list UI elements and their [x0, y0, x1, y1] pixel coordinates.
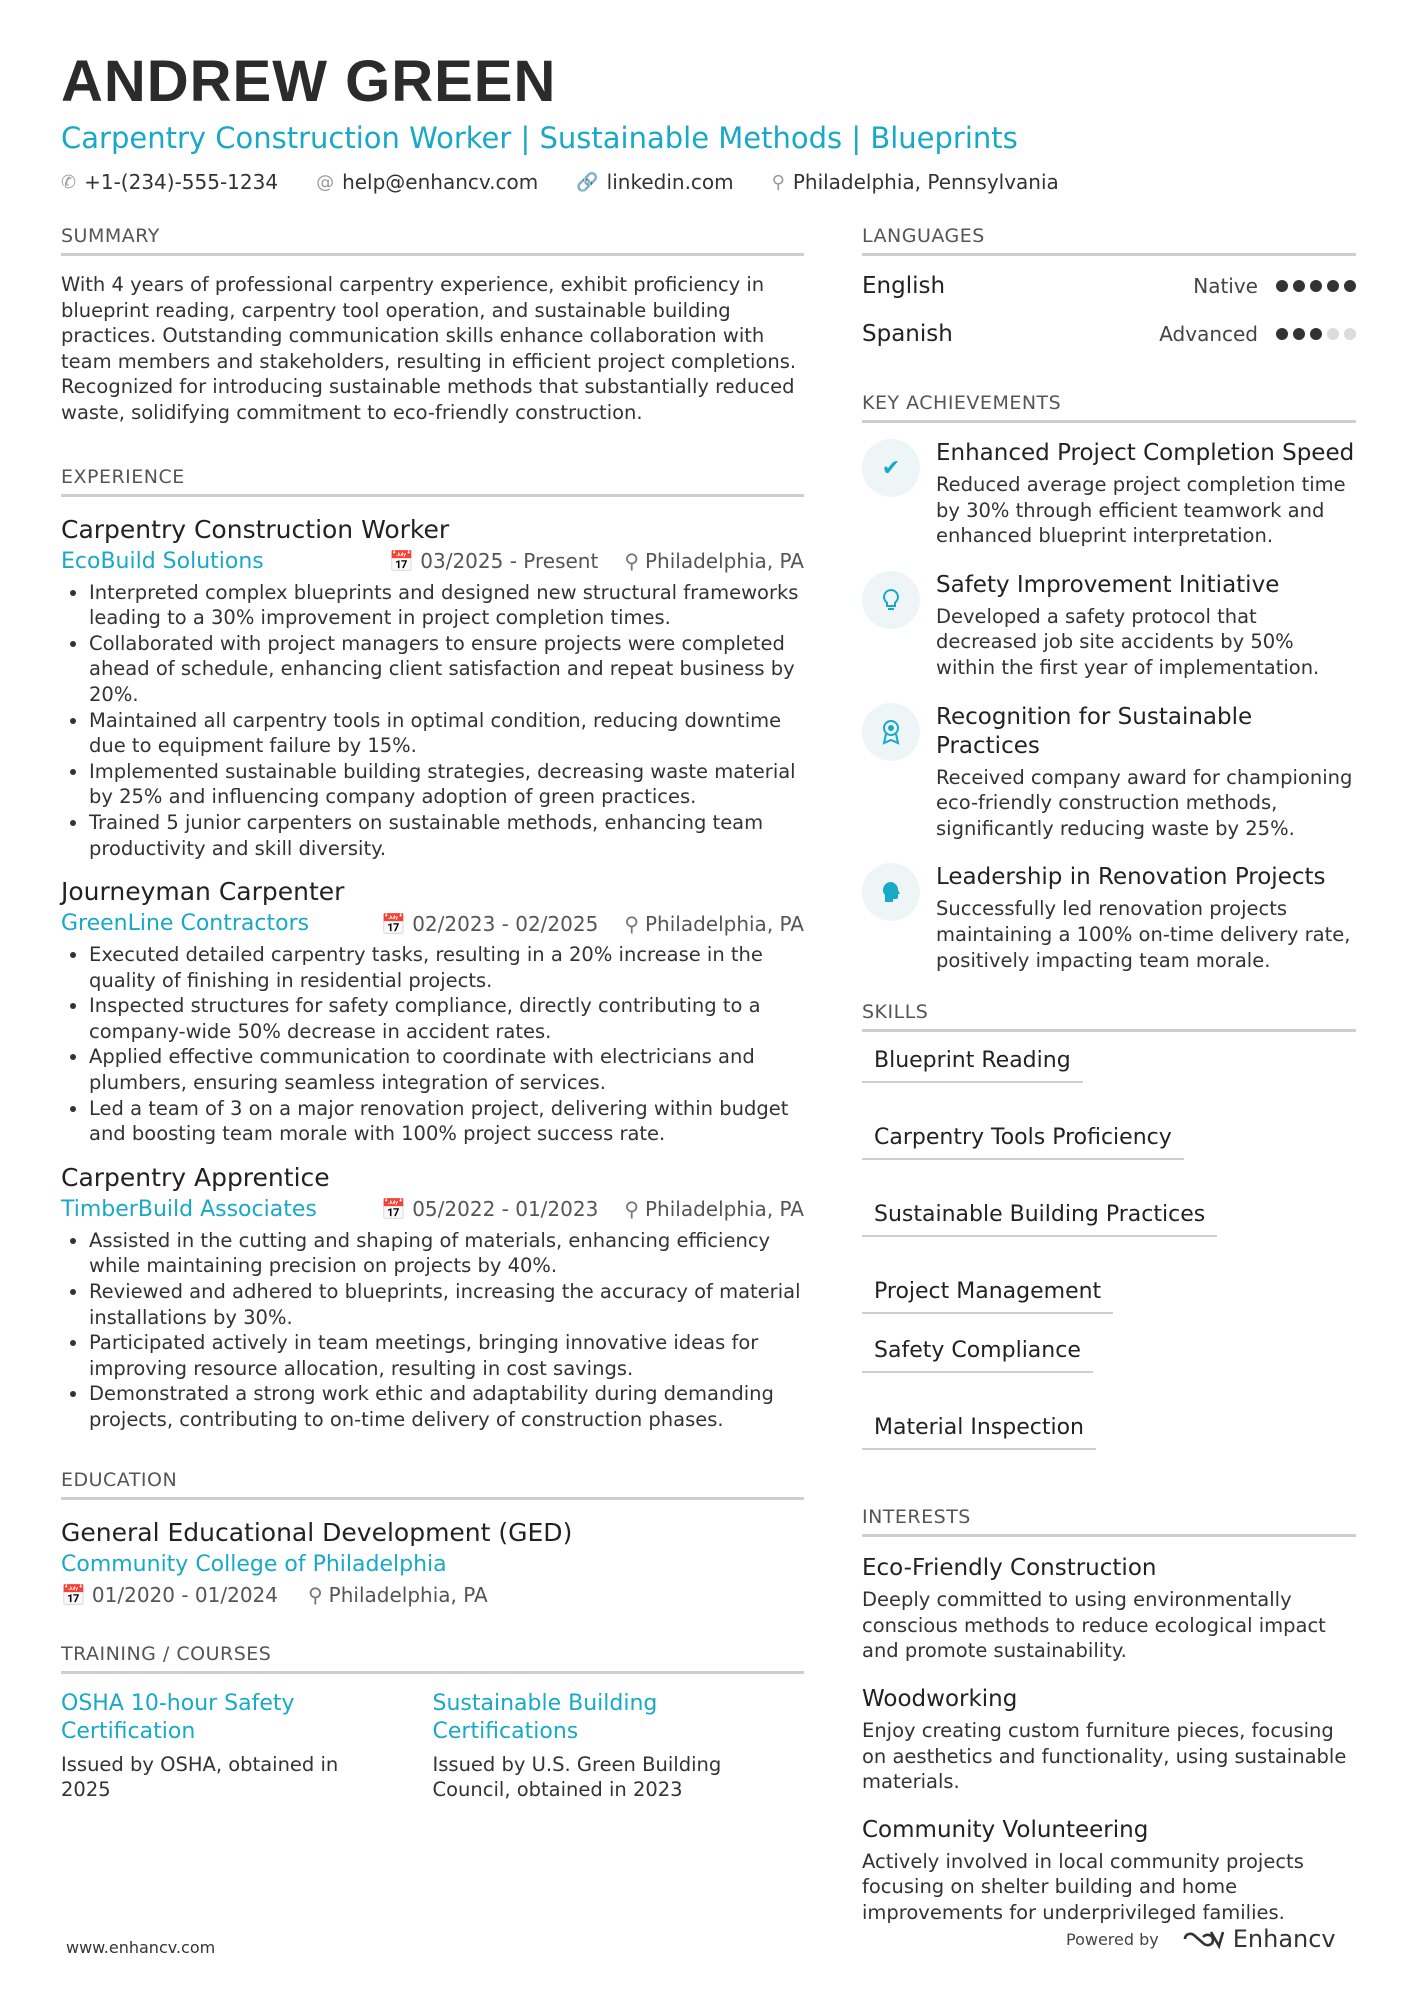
- language-rating: [1159, 322, 1356, 346]
- resume-header: [61, 50, 1351, 194]
- company-name: GreenLine Contractors: [61, 911, 310, 937]
- edu-dates-text: 01/2020 - 01/2024: [91, 1582, 279, 1607]
- interests-section: [862, 1506, 1356, 1925]
- bullet-item: • Collaborated with project managers to ensure projects were completed ahead of schedule, enhancing client satisfaction and repeat business by 20%.: [89, 631, 804, 708]
- location-text: Philadelphia, Pennsylvania: [792, 170, 1059, 194]
- achievement-body: [936, 863, 1356, 973]
- right-column: [862, 225, 1356, 1965]
- powered-by-label: Powered by: [1066, 1929, 1159, 1949]
- education-section: [61, 1469, 804, 1607]
- rating-dot-empty: [1327, 328, 1339, 340]
- rating-dot-filled: [1293, 280, 1305, 292]
- interest-title: Community Volunteering: [862, 1816, 1149, 1843]
- checkmark-icon: ✔: [862, 439, 920, 497]
- achievement-item: [862, 703, 1356, 842]
- job-meta-right: [381, 1197, 804, 1221]
- edu-dates: [61, 1583, 278, 1607]
- achievements-heading: KEY ACHIEVEMENTS: [862, 392, 1356, 423]
- contact-bar: [61, 170, 1351, 194]
- company-name: TimberBuild Associates: [61, 1196, 317, 1222]
- bullet-item: • Reviewed and adhered to blueprints, increasing the accuracy of material installations by 30%.: [89, 1279, 804, 1330]
- rating-dot-filled: [1293, 328, 1305, 340]
- calendar-icon: 📅: [381, 911, 407, 936]
- job-entry: [61, 1161, 804, 1433]
- job-location-text: Philadelphia, PA: [644, 911, 804, 936]
- achievement-body: [936, 439, 1356, 549]
- job-entry: [61, 513, 804, 862]
- link-icon: 🔗: [576, 171, 599, 193]
- location-icon: ⚲: [624, 549, 639, 574]
- job-bullets: [61, 580, 804, 862]
- achievements-section: [862, 392, 1356, 973]
- language-level: Advanced: [1159, 322, 1258, 346]
- achievement-item: [862, 863, 1356, 973]
- job-dates-text: 05/2022 - 01/2023: [412, 1197, 599, 1222]
- interest-desc: Enjoy creating custom furniture pieces, focusing on aesthetics and functionality, using sustainable materials.: [862, 1718, 1347, 1794]
- skill-tag: Project Management: [862, 1273, 1113, 1314]
- bullet-item: • Inspected structures for safety compliance, directly contributing to a company-wide 50% decrease in accident rates.: [89, 993, 804, 1044]
- achievement-body: [936, 571, 1356, 681]
- job-entry: [61, 875, 804, 1147]
- skill-tag: Sustainable Building Practices: [862, 1196, 1217, 1237]
- brand-name: Enhancv: [1232, 1925, 1336, 1953]
- candidate-name: ANDREW GREEN: [61, 49, 557, 114]
- job-bullets: [61, 942, 804, 1147]
- education-heading: EDUCATION: [61, 1469, 804, 1500]
- education-meta: [61, 1583, 804, 1607]
- rating-dot-filled: [1344, 280, 1356, 292]
- achievement-title: Recognition for Sustainable Practices: [936, 703, 1253, 759]
- candidate-title: Carpentry Construction Worker | Sustainable Methods | Blueprints: [61, 121, 1018, 155]
- languages-section: [862, 225, 1356, 358]
- footer-website[interactable]: www.enhancv.com: [66, 1938, 216, 1957]
- job-dates: [381, 1197, 598, 1221]
- phone-text: +1-(234)-555-1234: [84, 170, 279, 194]
- bullet-item: • Participated actively in team meetings, bringing innovative ideas for improving resource allocation, resulting in cost savings.: [89, 1330, 804, 1381]
- edu-location-text: Philadelphia, PA: [328, 1582, 488, 1607]
- bullet-item: • Executed detailed carpentry tasks, resulting in a 20% increase in the quality of finishing in residential projects.: [89, 942, 804, 993]
- lightbulb-icon: [862, 571, 920, 629]
- job-meta-right: [389, 549, 804, 573]
- job-title: Carpentry Construction Worker: [61, 514, 450, 544]
- job-title: Carpentry Apprentice: [61, 1162, 330, 1192]
- bullet-item: • Maintained all carpentry tools in optimal condition, reducing downtime due to equipment failure by 15%.: [89, 708, 804, 759]
- skill-tag: Safety Compliance: [862, 1332, 1093, 1373]
- degree-title: General Educational Development (GED): [61, 1517, 573, 1547]
- bullet-item: • Demonstrated a strong work ethic and adaptability during demanding projects, contributing to on-time delivery of construction phases.: [89, 1381, 804, 1432]
- bullet-item: • Interpreted complex blueprints and designed new structural frameworks leading to a 30% improvement in project completion times.: [89, 580, 804, 631]
- bullet-item: • Led a team of 3 on a major renovation project, delivering within budget and boosting team morale with 100% project success rate.: [89, 1096, 804, 1147]
- job-location-text: Philadelphia, PA: [644, 1197, 804, 1222]
- award-icon: [862, 703, 920, 761]
- rating-dot-filled: [1327, 280, 1339, 292]
- head-brain-icon: [862, 863, 920, 921]
- job-dates: [381, 912, 598, 936]
- course-list: [61, 1690, 804, 1803]
- email-text: help@enhancv.com: [342, 170, 539, 194]
- rating-dot-filled: [1310, 328, 1322, 340]
- bullet-item: • Implemented sustainable building strategies, decreasing waste material by 25% and influencing company adoption of green practices.: [89, 759, 804, 810]
- location-icon: ⚲: [624, 911, 639, 936]
- contact-location: [772, 170, 1059, 194]
- location-icon: ⚲: [308, 1582, 323, 1607]
- rating-dots: [1276, 280, 1356, 292]
- job-meta: [61, 911, 804, 936]
- job-dates-text: 02/2023 - 02/2025: [412, 911, 599, 936]
- achievement-desc: Successfully led renovation projects maintaining a 100% on-time delivery rate, positively impacting team morale.: [936, 897, 1351, 972]
- summary-section: [61, 225, 804, 426]
- course-desc: Issued by OSHA, obtained in 2025: [61, 1752, 339, 1802]
- interest-title: Eco-Friendly Construction: [862, 1555, 1157, 1582]
- job-meta: [61, 549, 804, 574]
- job-location: [624, 912, 804, 936]
- bullet-item: • Trained 5 junior carpenters on sustainable methods, enhancing team productivity and skill diversity.: [89, 810, 804, 861]
- at-icon: @: [316, 171, 335, 193]
- achievement-item: [862, 439, 1356, 549]
- language-level: Native: [1193, 274, 1258, 298]
- rating-dot-empty: [1344, 328, 1356, 340]
- school-name: Community College of Philadelphia: [61, 1551, 447, 1577]
- achievement-desc: Developed a safety protocol that decreased job site accidents by 50% within the first year of implementation.: [936, 604, 1320, 679]
- skill-tag: Blueprint Reading: [862, 1042, 1083, 1083]
- summary-heading: SUMMARY: [61, 225, 804, 256]
- language-row: [862, 262, 1356, 310]
- brand-logo[interactable]: [1181, 1925, 1336, 1953]
- rating-dot-filled: [1276, 328, 1288, 340]
- enhancv-logo-icon: [1181, 1928, 1225, 1950]
- rating-dot-filled: [1310, 280, 1322, 292]
- language-rating: [1193, 274, 1356, 298]
- contact-linkedin[interactable]: [576, 170, 733, 194]
- interests-heading: INTERESTS: [862, 1506, 1356, 1537]
- footer-branding: [1066, 1925, 1336, 1953]
- job-location: [624, 549, 804, 573]
- bullet-item: • Assisted in the cutting and shaping of materials, enhancing efficiency while maintaining precision on projects by 40%.: [89, 1228, 804, 1279]
- edu-location: [308, 1583, 488, 1607]
- experience-heading: EXPERIENCE: [61, 466, 804, 497]
- achievement-desc: Reduced average project completion time by 30% through efficient teamwork and enhanced blueprint interpretation.: [936, 473, 1346, 548]
- interest-title: Woodworking: [862, 1685, 1018, 1712]
- job-meta: [61, 1197, 804, 1222]
- course-item: [433, 1690, 805, 1803]
- left-column: [61, 225, 804, 1843]
- skill-list: [862, 1042, 1356, 1450]
- language-name: English: [862, 273, 946, 299]
- job-location-text: Philadelphia, PA: [644, 549, 804, 574]
- calendar-icon: 📅: [389, 549, 415, 574]
- course-desc: Issued by U.S. Green Building Council, obtained in 2023: [432, 1752, 722, 1802]
- job-bullets: [61, 1228, 804, 1433]
- job-location: [624, 1197, 804, 1221]
- skills-heading: SKILLS: [862, 1001, 1356, 1032]
- job-dates-text: 03/2025 - Present: [420, 549, 599, 574]
- location-icon: ⚲: [771, 171, 785, 193]
- language-name: Spanish: [862, 321, 953, 347]
- training-heading: TRAINING / COURSES: [61, 1643, 804, 1674]
- summary-text: With 4 years of professional carpentry experience, exhibit proficiency in blueprint reading, carpentry tool operation, and sustainable building practices. Outstanding communication skills enhance collaboration with team members and stakeholders, resulting in efficient project completions. Recognized for introducing sustainable methods that substantially reduced waste, solidifying commitment to eco-friendly construction.: [61, 273, 797, 424]
- training-section: [61, 1643, 804, 1803]
- achievement-body: [936, 703, 1356, 842]
- experience-section: [61, 466, 804, 1433]
- contact-phone[interactable]: [61, 170, 278, 194]
- job-meta-right: [381, 912, 804, 936]
- achievement-item: [862, 571, 1356, 681]
- achievement-title: Safety Improvement Initiative: [936, 571, 1280, 598]
- course-item: [61, 1690, 433, 1803]
- course-name: OSHA 10-hour Safety Certification: [61, 1690, 295, 1744]
- skills-section: [862, 1001, 1356, 1450]
- phone-icon: ✆: [61, 171, 77, 193]
- calendar-icon: 📅: [61, 1582, 86, 1607]
- job-dates: [389, 549, 598, 573]
- contact-email[interactable]: [316, 170, 538, 194]
- interest-desc: Actively involved in local community projects focusing on shelter building and home improvements for underprivileged families.: [862, 1849, 1304, 1924]
- bullet-item: • Applied effective communication to coordinate with electricians and plumbers, ensuring seamless integration of services.: [89, 1044, 804, 1095]
- calendar-icon: 📅: [381, 1197, 407, 1222]
- skill-tag: Carpentry Tools Proficiency: [862, 1119, 1184, 1160]
- languages-heading: LANGUAGES: [862, 225, 1356, 256]
- language-row: [862, 310, 1356, 358]
- company-name: EcoBuild Solutions: [61, 548, 264, 574]
- achievement-title: Enhanced Project Completion Speed: [936, 440, 1355, 466]
- rating-dot-filled: [1276, 280, 1288, 292]
- location-icon: ⚲: [624, 1197, 639, 1222]
- course-name: Sustainable Building Certifications: [432, 1690, 658, 1744]
- achievement-title: Leadership in Renovation Projects: [936, 864, 1326, 891]
- linkedin-text: linkedin.com: [606, 170, 734, 194]
- job-title: Journeyman Carpenter: [61, 877, 345, 907]
- skill-tag: Material Inspection: [862, 1409, 1096, 1450]
- achievement-desc: Received company award for championing eco-friendly construction methods, significantly reducing waste by 25%.: [936, 765, 1353, 840]
- interest-desc: Deeply committed to using environmentally conscious methods to reduce ecological impact and promote sustainability.: [862, 1588, 1326, 1663]
- rating-dots: [1276, 328, 1356, 340]
